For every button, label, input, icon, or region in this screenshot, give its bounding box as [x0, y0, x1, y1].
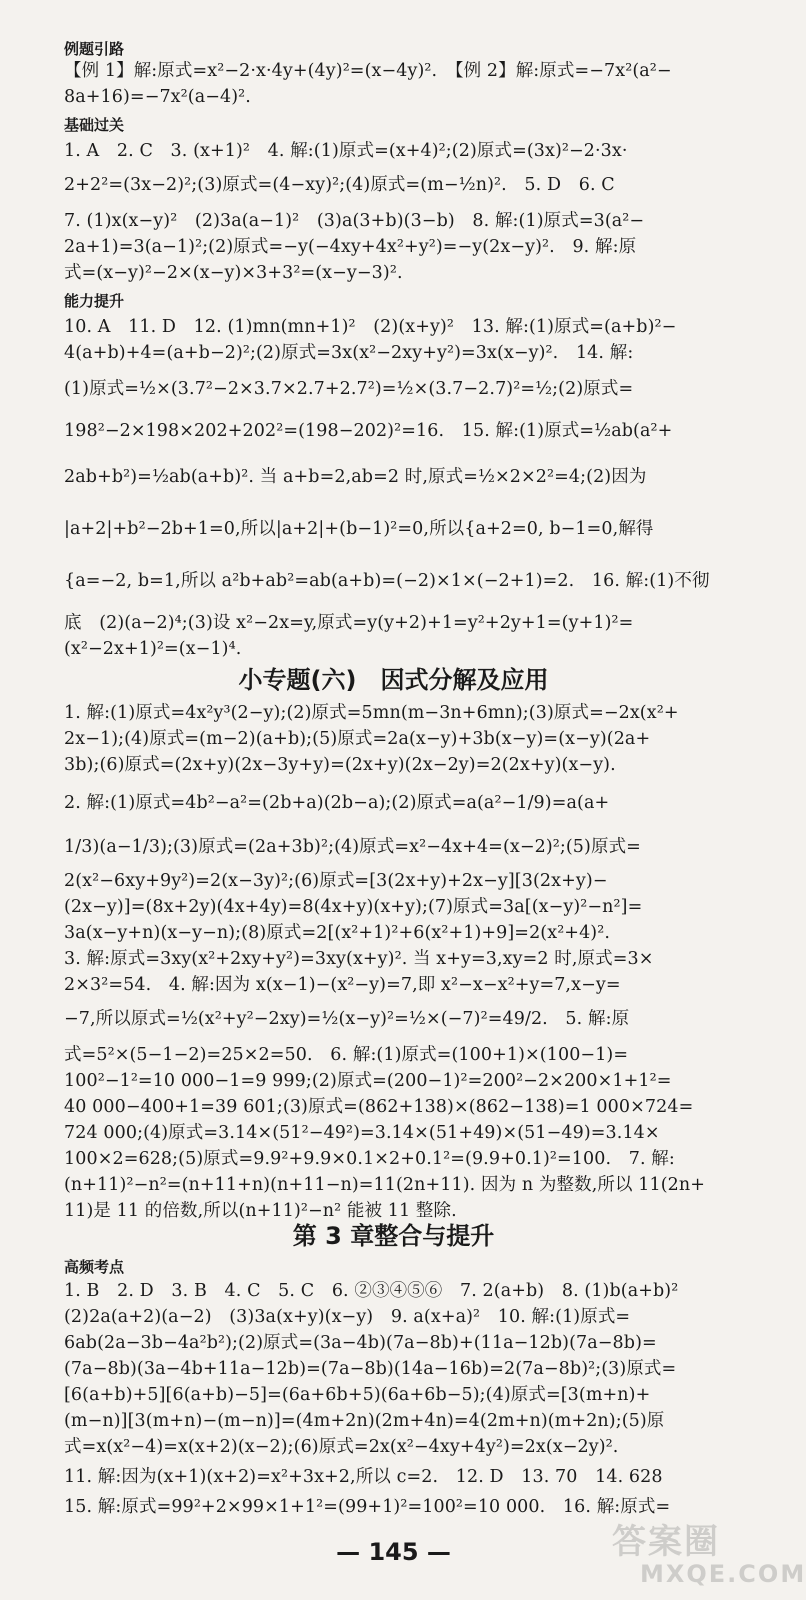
- answer-line: 1/3)(a−1/3);(3)原式=(2a+3b)²;(4)原式=x²−4x+4=(x−2)²;(5)原式=: [64, 837, 641, 857]
- answer-line: 2x−1);(4)原式=(m−2)(a+b);(5)原式=2a(x−y)+3b(x−y)=(x−y)(2a+: [64, 729, 651, 749]
- answer-line: 3. 解:原式=3xy(x²+2xy+y²)=3xy(x+y)². 当 x+y=3,xy=2 时,原式=3×: [64, 949, 654, 969]
- section-ability: 能力提升: [64, 292, 125, 310]
- section-frequent: 高频考点: [64, 1258, 125, 1276]
- answer-line: 【例 1】解:原式=x²−2·x·4y+(4y)²=(x−4y)². 【例 2】解:原式=−7x²(a²−: [64, 61, 672, 81]
- answer-line: 40 000−400+1=39 601;(3)原式=(862+138)×(862−138)=1 000×724=: [64, 1097, 694, 1117]
- answer-line: 式=x(x²−4)=x(x+2)(x−2);(6)原式=2x(x²−4xy+4y²)=2x(x−2y)².: [64, 1437, 619, 1457]
- answer-line: (x²−2x+1)²=(x−1)⁴.: [64, 639, 242, 659]
- answer-line: 100×2=628;(5)原式=9.9²+9.9×0.1×2+0.1²=(9.9+0.1)²=100. 7. 解:: [64, 1149, 675, 1169]
- answer-line: 2+2²=(3x−2)²;(3)原式=(4−xy)²;(4)原式=(m−½n)². 5. D 6. C: [64, 175, 615, 195]
- answer-line: 15. 解:原式=99²+2×99×1+1²=(99+1)²=100²=10 000. 16. 解:原式=: [64, 1497, 671, 1517]
- answer-line: 7. (1)x(x−y)² (2)3a(a−1)² (3)a(3+b)(3−b) 8. 解:(1)原式=3(a²−: [64, 211, 645, 231]
- watermark-bottom-text: MXQE.COM: [640, 1560, 806, 1588]
- answer-line: 4(a+b)+4=(a+b−2)²;(2)原式=3x(x²−2xy+y²)=3x(x−y)². 14. 解:: [64, 343, 634, 363]
- answer-line: 6ab(2a−3b−4a²b²);(2)原式=(3a−4b)(7a−8b)+(11a−12b)(7a−8b)=: [64, 1333, 657, 1353]
- answer-line: {a=−2, b=1,所以 a²b+ab²=ab(a+b)=(−2)×1×(−2+1)=2. 16. 解:(1)不彻: [64, 571, 710, 591]
- answer-line: 底 (2)(a−2)⁴;(3)设 x²−2x=y,原式=y(y+2)+1=y²+2y+1=(y+1)²=: [64, 613, 634, 633]
- answer-line: 11)是 11 的倍数,所以(n+11)²−n² 能被 11 整除.: [64, 1201, 457, 1221]
- chapter-three-title: 第 3 章整合与提升: [292, 1222, 495, 1250]
- answer-line: 100²−1²=10 000−1=9 999;(2)原式=(200−1)²=200²−2×200×1+1²=: [64, 1071, 672, 1091]
- answer-line: 1. B 2. D 3. B 4. C 5. C 6. ②③④⑤⑥ 7. 2(a+b) 8. (1)b(a+b)²: [64, 1281, 679, 1301]
- answer-line: 2(x²−6xy+9y²)=2(x−3y)²;(6)原式=[3(2x+y)+2x−y][3(2x+y)−: [64, 871, 608, 891]
- answer-line: (2x−y)]=(8x+2y)(4x+4y)=8(4x+y)(x+y);(7)原式=3a[(x−y)²−n²]=: [64, 897, 643, 917]
- answer-line: 2a+1)=3(a−1)²;(2)原式=−y(−4xy+4x²+y²)=−y(2x−y)². 9. 解:原: [64, 237, 637, 257]
- watermark-logo: [600, 1512, 806, 1590]
- answer-line: (m−n)][3(m+n)−(m−n)]=(4m+2n)(2m+4n)=4(2m+n)(m+2n);(5)原: [64, 1411, 665, 1431]
- answer-line: |a+2|+b²−2b+1=0,所以|a+2|+(b−1)²=0,所以{a+2=0, b−1=0,解得: [64, 519, 654, 539]
- answer-line: 2×3²=54. 4. 解:因为 x(x−1)−(x²−y)=7,即 x²−x−x²+y=7,x−y=: [64, 975, 621, 995]
- answer-line: 724 000;(4)原式=3.14×(51²−49²)=3.14×(51+49)×(51−49)=3.14×: [64, 1123, 660, 1143]
- watermark-top-text: 答案圈: [612, 1522, 720, 1562]
- answer-line: 式=5²×(5−1−2)=25×2=50. 6. 解:(1)原式=(100+1)×(100−1)=: [64, 1045, 629, 1065]
- answer-line: 1. 解:(1)原式=4x²y³(2−y);(2)原式=5mn(m−3n+6mn);(3)原式=−2x(x²+: [64, 703, 679, 723]
- answer-line: 2ab+b²)=½ab(a+b)². 当 a+b=2,ab=2 时,原式=½×2×2²=4;(2)因为: [64, 467, 647, 487]
- answer-line: (2)2a(a+2)(a−2) (3)3a(x+y)(x−y) 9. a(x+a)² 10. 解:(1)原式=: [64, 1307, 631, 1327]
- topic-six-title: 小专题(六) 因式分解及应用: [238, 666, 549, 694]
- answer-line: 3a(x−y+n)(x−y−n);(8)原式=2[(x²+1)²+6(x²+1)+9]=2(x²+4)².: [64, 923, 611, 943]
- answer-line: 2. 解:(1)原式=4b²−a²=(2b+a)(2b−a);(2)原式=a(a²−1/9)=a(a+: [64, 793, 610, 813]
- section-example: 例题引路: [64, 40, 125, 58]
- answer-line: 3b);(6)原式=(2x+y)(2x−3y+y)=(2x+y)(2x−2y)=2(2x+y)(x−y).: [64, 755, 616, 775]
- answer-line: 11. 解:因为(x+1)(x+2)=x²+3x+2,所以 c=2. 12. D 13. 70 14. 628: [64, 1467, 663, 1487]
- page-number: — 145 —: [336, 1538, 451, 1566]
- answer-line: 8a+16)=−7x²(a−4)².: [64, 87, 251, 107]
- answer-line: −7,所以原式=½(x²+y²−2xy)=½(x−y)²=½×(−7)²=49/2. 5. 解:原: [64, 1009, 630, 1029]
- section-basic: 基础过关: [64, 116, 125, 134]
- answer-line: (1)原式=½×(3.7²−2×3.7×2.7+2.7²)=½×(3.7−2.7)²=½;(2)原式=: [64, 379, 634, 399]
- answer-line: 10. A 11. D 12. (1)mn(mn+1)² (2)(x+y)² 13. 解:(1)原式=(a+b)²−: [64, 317, 677, 337]
- answer-line: (n+11)²−n²=(n+11+n)(n+11−n)=11(2n+11). 因为 n 为整数,所以 11(2n+: [64, 1175, 705, 1195]
- answer-line: (7a−8b)(3a−4b+11a−12b)=(7a−8b)(14a−16b)=2(7a−8b)²;(3)原式=: [64, 1359, 677, 1379]
- answer-line: 198²−2×198×202+202²=(198−202)²=16. 15. 解:(1)原式=½ab(a²+: [64, 421, 673, 441]
- answer-line: [6(a+b)+5][6(a+b)−5]=(6a+6b+5)(6a+6b−5);(4)原式=[3(m+n)+: [64, 1385, 651, 1405]
- answer-line: 式=(x−y)²−2×(x−y)×3+3²=(x−y−3)².: [64, 263, 403, 283]
- answer-line: 1. A 2. C 3. (x+1)² 4. 解:(1)原式=(x+4)²;(2)原式=(3x)²−2·3x·: [64, 141, 628, 161]
